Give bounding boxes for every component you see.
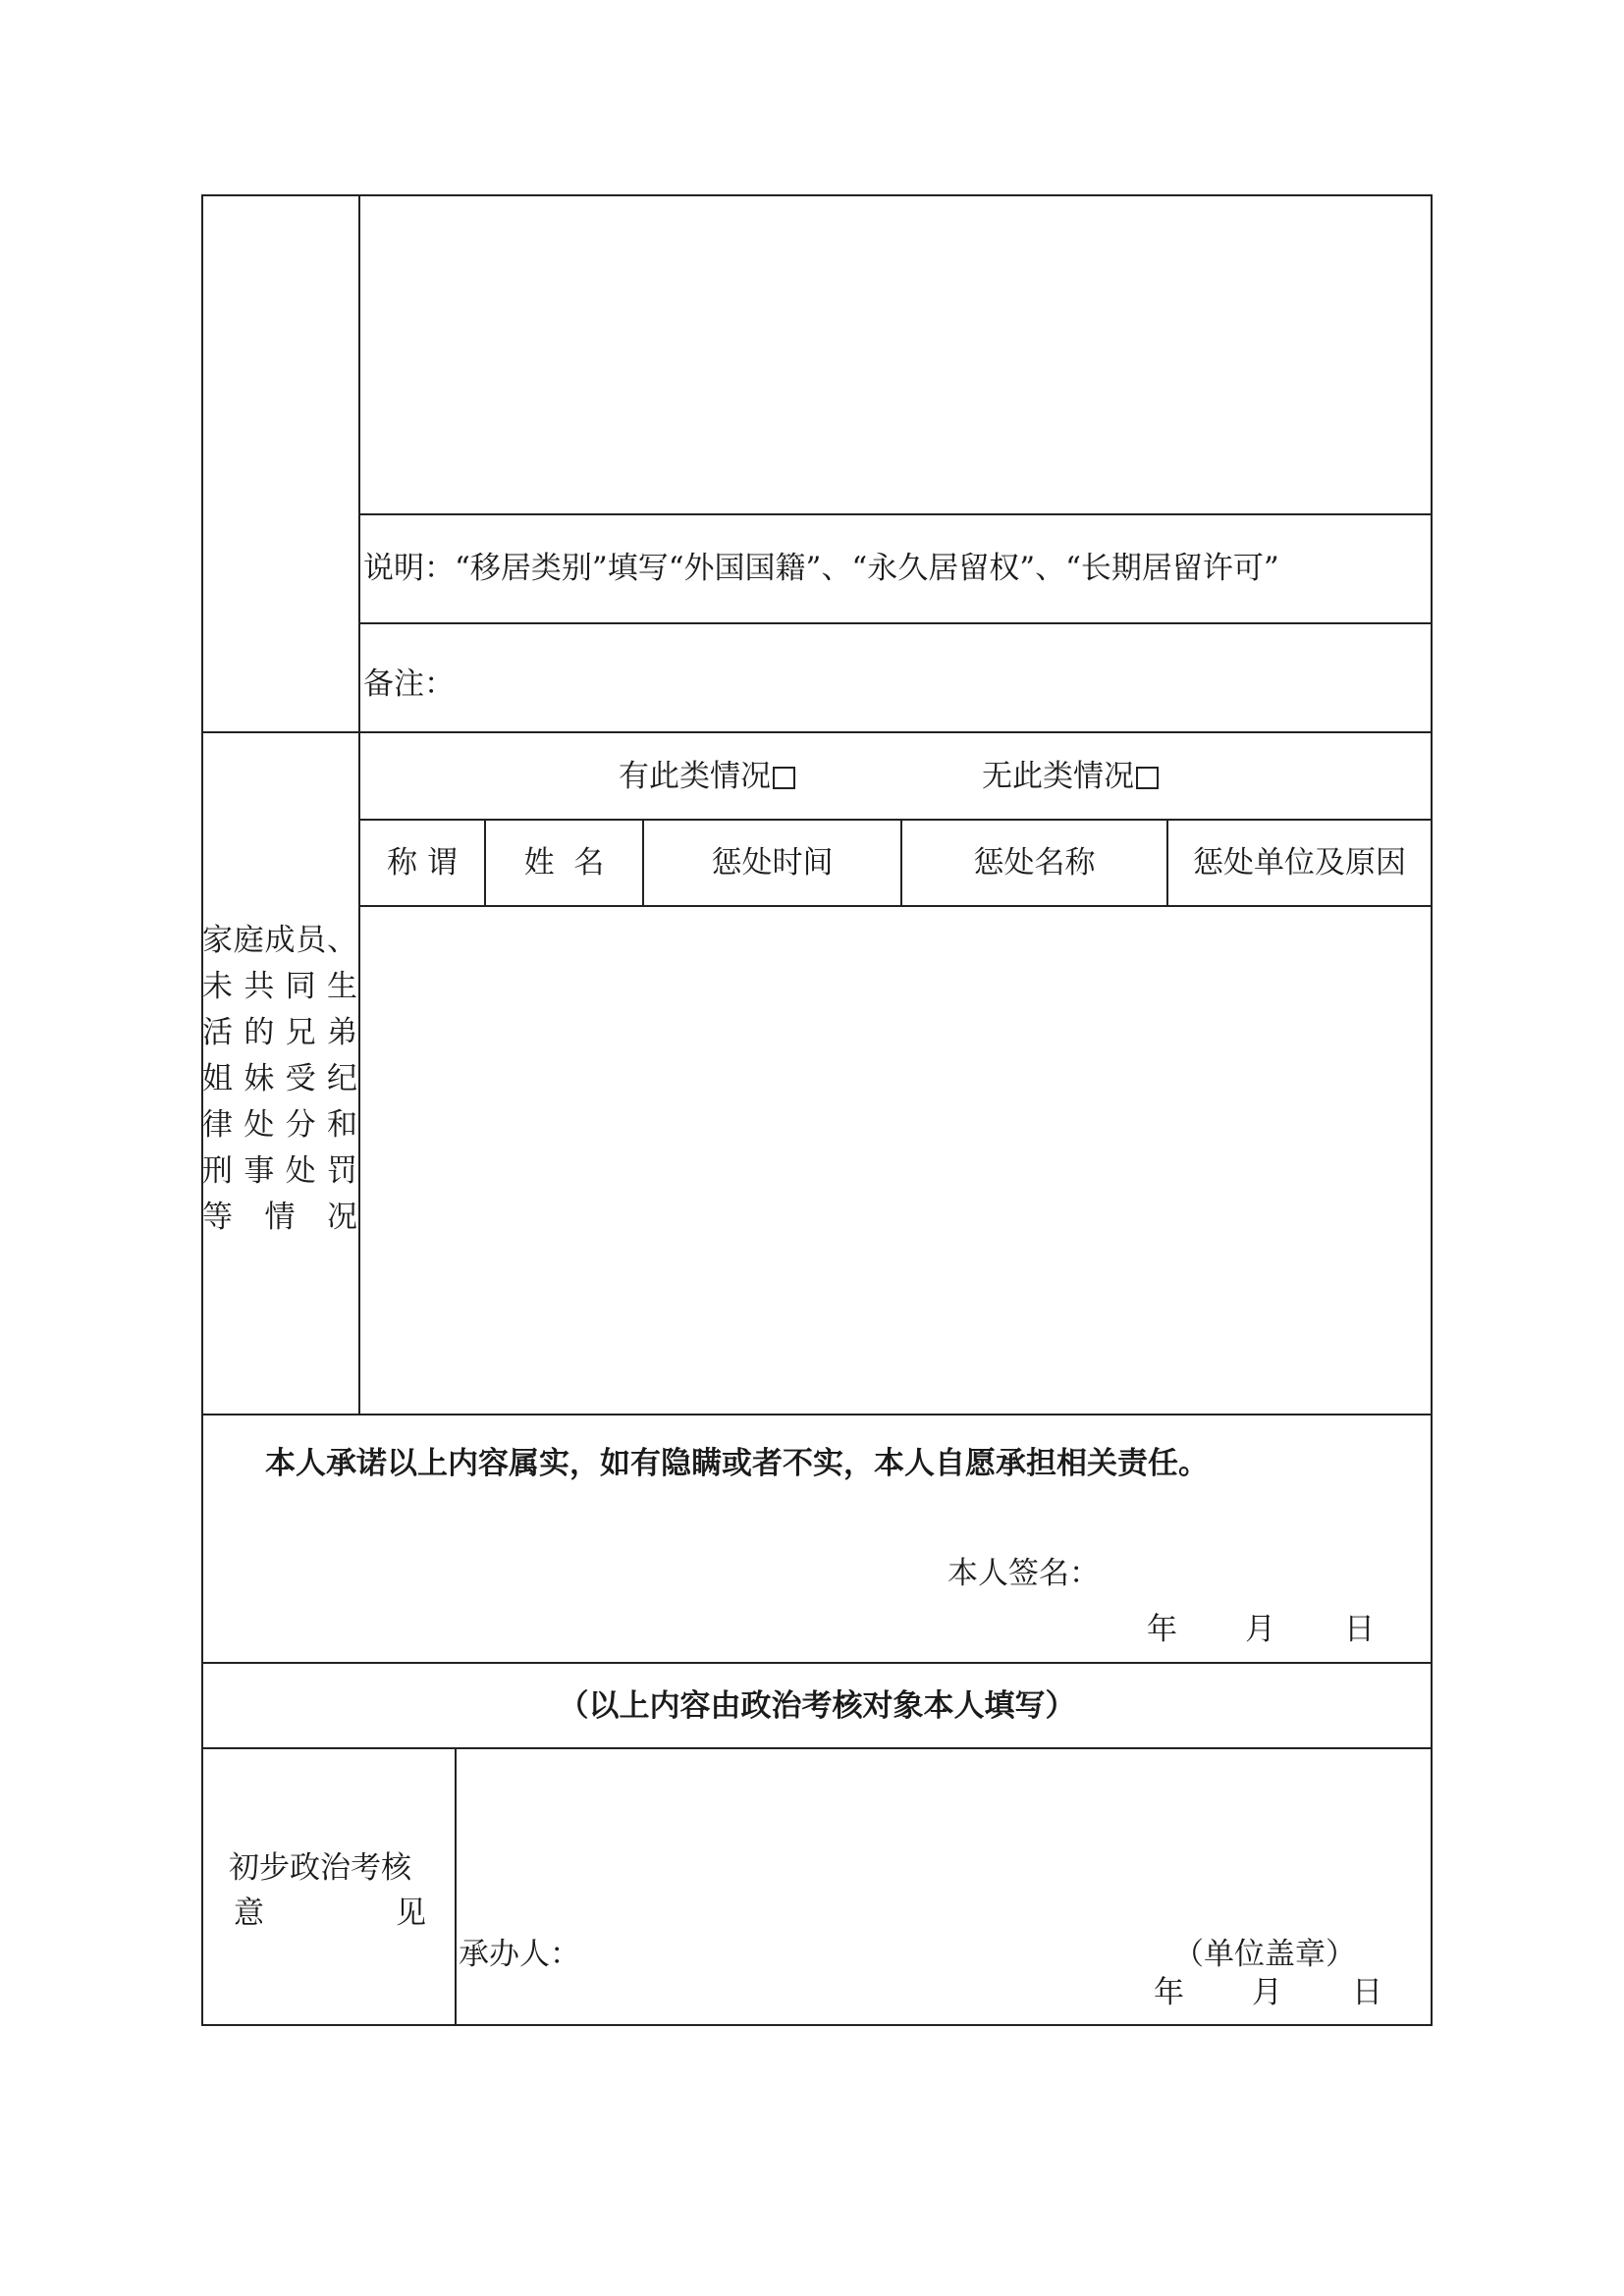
table-border-bottom bbox=[201, 2024, 1433, 2026]
row-label-line: 家庭成员、 bbox=[202, 923, 357, 958]
has-case-label: 有此类情况 bbox=[619, 759, 771, 794]
review-day-label: 日 bbox=[1352, 1975, 1382, 2010]
filler-note: （以上内容由政治考核对象本人填写） bbox=[558, 1688, 1076, 1724]
review-opinion-field[interactable] bbox=[457, 1749, 1431, 1936]
section-divider bbox=[201, 1662, 1433, 1664]
row-divider bbox=[358, 819, 1433, 821]
row-label-line: 等 情 况 bbox=[202, 1200, 357, 1235]
column-header-punish-unit-reason: 惩处单位及原因 bbox=[1193, 845, 1406, 881]
row-label-line: 未共同生 bbox=[202, 969, 357, 1004]
no-case-label: 无此类情况 bbox=[982, 759, 1134, 794]
row-label-line: 活的兄弟 bbox=[202, 1015, 357, 1050]
pledge-month-label: 月 bbox=[1245, 1612, 1275, 1647]
signature-field[interactable] bbox=[1098, 1549, 1422, 1594]
pledge-statement: 本人承诺以上内容属实，如有隐瞒或者不实，本人自愿承担相关责任。 bbox=[265, 1446, 1209, 1481]
column-header-relation: 称 谓 bbox=[387, 845, 458, 881]
discipline-row-label bbox=[202, 918, 357, 1241]
migration-note: 说明：“移居类别”填写“外国国籍”、“永久居留权”、“长期居留许可” bbox=[363, 551, 1279, 586]
review-label-char-jian: 见 bbox=[396, 1896, 426, 1931]
has-case-checkbox[interactable] bbox=[773, 767, 795, 789]
row-label-line: 刑事处罚 bbox=[202, 1153, 357, 1189]
overseas-entry-area[interactable] bbox=[360, 196, 1431, 513]
section-divider bbox=[201, 731, 1433, 733]
column-header-name: 姓 名 bbox=[523, 845, 605, 881]
row-label-line: 律处分和 bbox=[202, 1107, 357, 1143]
section-divider bbox=[201, 1414, 1433, 1415]
signature-label: 本人签名： bbox=[947, 1556, 1100, 1591]
no-case-option bbox=[982, 758, 1159, 795]
review-label-line1: 初步政治考核 bbox=[229, 1850, 411, 1886]
review-label-char-yi: 意 bbox=[234, 1896, 264, 1931]
column-header-punish-time: 惩处时间 bbox=[711, 845, 834, 881]
pledge-day-label: 日 bbox=[1344, 1612, 1375, 1647]
column-header-punish-name: 惩处名称 bbox=[973, 845, 1096, 881]
handler-label: 承办人： bbox=[459, 1937, 580, 1972]
table-border-right bbox=[1431, 194, 1433, 2026]
discipline-entry-area[interactable] bbox=[360, 907, 1431, 1414]
pledge-year-label: 年 bbox=[1147, 1612, 1177, 1647]
remarks-label: 备注： bbox=[363, 667, 455, 702]
row-label-line: 姐妹受纪 bbox=[202, 1061, 357, 1096]
review-month-label: 月 bbox=[1252, 1975, 1282, 2010]
seal-label: （单位盖章） bbox=[1173, 1937, 1356, 1972]
has-case-option bbox=[619, 758, 795, 795]
no-case-checkbox[interactable] bbox=[1136, 767, 1159, 789]
row-divider bbox=[358, 513, 1433, 515]
remarks-field[interactable] bbox=[442, 624, 1429, 730]
review-year-label: 年 bbox=[1154, 1975, 1184, 2010]
